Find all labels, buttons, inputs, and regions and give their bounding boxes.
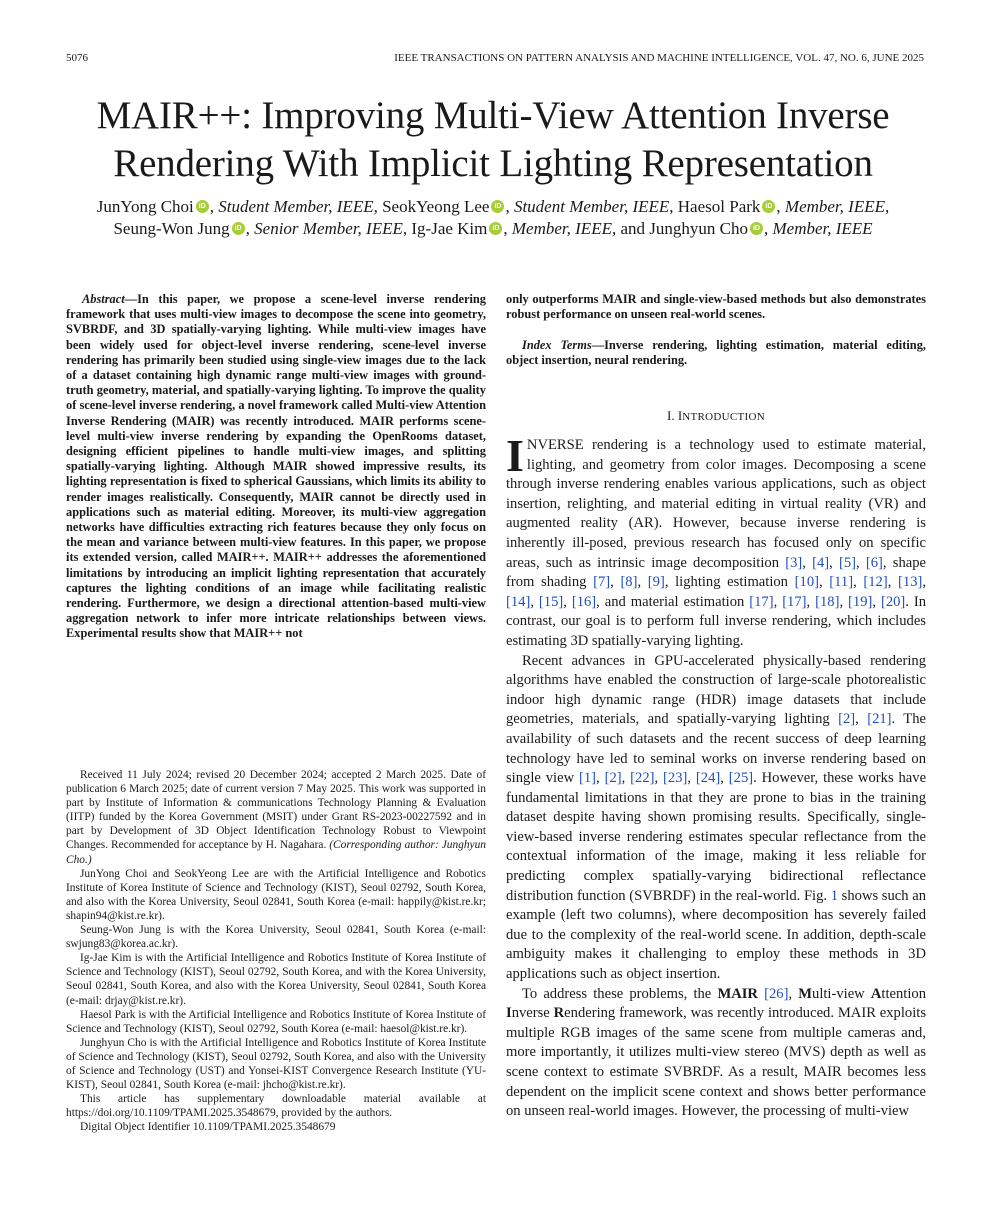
author-role: Senior Member, IEEE (254, 219, 403, 238)
footnote-affiliation: Haesol Park is with the Artificial Intelligence and Robotics Institute of Korea Institute of Science and Technology (KIST), Seoul 02792, South Korea (e-mail: haesol@kist.re.kr). (66, 1008, 486, 1035)
citation-link[interactable]: [1] (579, 770, 597, 787)
citation-link[interactable]: [14] (506, 593, 531, 610)
author-name: Haesol Park (677, 197, 761, 216)
footnote-affiliation: Seung-Won Jung is with the Korea University, Seoul 02841, South Korea (e-mail: swjung83@korea.ac.kr). (66, 924, 486, 951)
section-numeral: I. (667, 408, 675, 423)
section-title-first: I (677, 408, 683, 423)
author-name: SeokYeong Lee (382, 197, 490, 216)
citation-link[interactable]: [24] (695, 770, 721, 787)
citation-link[interactable]: [17] (749, 593, 774, 610)
citation-link[interactable]: [16] (571, 593, 597, 610)
citation-link[interactable]: [10] (794, 574, 819, 591)
citation-link[interactable]: [13] (898, 574, 923, 591)
citation-link[interactable]: [11] (829, 574, 854, 591)
citation-link[interactable]: [17] (782, 593, 807, 610)
figure-link[interactable]: 1 (830, 887, 839, 904)
author-role: Member, IEEE (784, 197, 885, 216)
orcid-icon[interactable]: iD (491, 200, 504, 213)
orcid-icon[interactable]: iD (750, 222, 763, 235)
author-role: Student Member, IEEE (513, 197, 670, 216)
intro-paragraph-3: To address these problems, the MAIR [26], Multi-view Attention Inverse Rendering framework, was recently introduced. MAIR exploits multiple RGB images of the same scene from multiple cameras and, more importantly, it utilizes multi-view stereo (MVS) depth as well as scene context to estimate SVBRDF. As a result, MAIR becomes less dependent on the implicit scene context and shows better performance on unseen real-world images. However, the processing of multi-view (506, 985, 926, 1120)
page-number: 5076 (66, 52, 88, 64)
title-line-1: MAIR++: Improving Multi-View Attention Inverse (96, 94, 890, 137)
citation-link[interactable]: [15] (538, 593, 564, 610)
citation-link[interactable]: [12] (863, 574, 888, 591)
intro-paragraph-1: INVERSE rendering is a technology used to estimate material, lighting, and geometry from color images. Decomposing a scene through inverse rendering enables various applications, such as object insertion, relighting, and material editing in virtual reality (VR) and augmented reality (AR). However, because inverse rendering is inherently ill-posed, previous research has focused only on specific areas, such as intrinsic image decomposition [3], [4], [5], [6], shape from shading [7], [8], [9], lighting estimation [10], [11], [12], [13], [14], [15], [16], and material estimation [17], [17], [18], [19], [20]. In contrast, our goal is to perform full inverse rendering, which includes estimating 3D spatially-varying lighting. (506, 430, 927, 649)
abstract (66, 292, 486, 642)
citation-link[interactable]: [6] (865, 554, 883, 571)
orcid-icon[interactable]: iD (489, 222, 502, 235)
citation-link[interactable]: [5] (838, 554, 857, 571)
orcid-icon[interactable]: iD (196, 200, 209, 213)
citation-link[interactable]: [19] (848, 593, 873, 610)
drop-cap: I (506, 430, 524, 481)
index-terms-text: —Inverse rendering, lighting estimation, material editing, object insertion, neural rendering. (506, 338, 926, 368)
journal-name: IEEE TRANSACTIONS ON PATTERN ANALYSIS AND MACHINE INTELLIGENCE, VOL. 47, NO. 6, JUNE 2025 (394, 52, 924, 64)
citation-link[interactable]: [26] (764, 985, 789, 1002)
footnote-received: Received 11 July 2024; revised 20 December 2024; accepted 2 March 2025. Date of publication 6 March 2025; date of current version 7 May 2025. This work was supported in part by Institute of Information & communications Technology Planning & Evaluation (IITP) funded by the Korea Government (MSIT) under Grant RS-2023-00227592 and in part by Development of 3D Object Identification Technology Robust to Viewpoint Changes. Recommended for acceptance by H. Nagahara. (Corresponding author: Junghyun Cho.) (66, 769, 486, 866)
author-name: Junghyun Cho (649, 219, 748, 238)
abstract-label: Abstract (82, 292, 125, 306)
abstract-continued: only outperforms MAIR and single-view-based methods but also demonstrates robust performance on unseen real-world scenes. (506, 292, 926, 322)
section-title-rest: NTRODUCTION (682, 411, 765, 423)
section-heading (506, 408, 926, 424)
citation-link[interactable]: [25] (728, 770, 754, 787)
author-line-1: JunYong Choi iD , Student Member, IEEE, SeokYeong Lee iD , Student Member, IEEE, Haesol Park iD , Member, IEEE, (96, 197, 890, 216)
index-terms-label: Index Terms (522, 338, 592, 352)
abstract-text: —In this paper, we propose a scene-level inverse rendering framework that uses multi-view images to decompose the scene into geometry, SVBRDF, and 3D spatially-varying lighting. While multi-view images have been widely used for object-level inverse rendering, scene-level inverse rendering has primarily been studied using single-view images due to the lack of a dataset containing high dynamic range multi-view images with ground-truth geometry, material, and spatially-varying lighting. To improve the quality of scene-level inverse rendering, a novel framework called Multi-view Attention Inverse Rendering (MAIR) was recently introduced. MAIR performs scene-level multi-view inverse rendering by expanding the OpenRooms dataset, designing efficient pipelines to handle multi-view images, and splitting spatially-varying lighting. Although MAIR showed impressive results, its lighting representation is fixed to spherical Gaussians, which limits its ability to render images realistically. Consequently, MAIR cannot be directly used in applications such as material editing. Moreover, its multi-view aggregation networks have difficulties extracting rich features because they only focus on the mean and variance between multi-view features. In this paper, we propose its extended version, called MAIR++. MAIR++ addresses the aforementioned limitations by introducing an implicit lighting representation that accurately captures the lighting conditions of an image while facilitating realistic rendering. Furthermore, we design a directional attention-based multi-view aggregation network to infer more intricate relationships between views. Experimental results show that MAIR++ not (66, 292, 486, 641)
introduction-body (506, 430, 927, 1122)
paper-title (40, 92, 946, 188)
author-line-2: Seung-Won Jung iD , Senior Member, IEEE, Ig-Jae Kim iD , Member, IEEE, and Junghyun Cho iD , Member, IEEE (113, 219, 873, 238)
intro-paragraph-2: Recent advances in GPU-accelerated physically-based rendering algorithms have enabled the construction of large-scale photorealistic indoor high dynamic range (HDR) image datasets that include geometries, materials, and spatially-varying lighting [2], [21]. The availability of such datasets and the recent success of deep learning technology have led to seminal works on inverse rendering based on single view [1], [2], [22], [23], [24], [25]. However, these works have fundamental limitations in that they are prone to bias in the training dataset despite having shown promising results. Specifically, single-view-based inverse rendering estimates specular reflectance from the contextual information of the image, making it less reliable for predicting complex spatially-varying bidirectional reflectance distribution function (SVBRDF) in the real-world. Fig. 1 shows such an example (left two columns), where decomposition has severely failed due to the complexity of the real-world scene. In addition, depth-scale ambiguity makes it challenging to employ these methods in 3D applications such as object insertion. (506, 652, 927, 983)
citation-link[interactable]: [4] (812, 554, 830, 571)
author-list (40, 196, 946, 240)
footnote-supplementary: This article has supplementary downloadable material available at https://doi.org/10.1109/TPAMI.2025.3548679, provided by the authors. (66, 1093, 486, 1120)
citation-link[interactable]: [18] (815, 593, 840, 610)
citation-link[interactable]: [21] (867, 711, 892, 728)
footnotes (66, 768, 486, 1134)
footnote-affiliation: Ig-Jae Kim is with the Artificial Intelligence and Robotics Institute of Korea Institute of Science and Technology (KIST), Seoul 02792, South Korea, and with the Korea University, Seoul 02841, South Korea, and also with the Korea University, Seoul 02841, South Korea (e-mail: drjay@kist.re.kr). (66, 952, 486, 1007)
citation-link[interactable]: [22] (630, 770, 655, 787)
footnote-affiliation: Junghyun Cho is with the Artificial Intelligence and Robotics Institute of Korea Institute of Science and Technology (KIST), Seoul 02792, South Korea, and also with the University of Science and Technology (UST) and Yonsei-KIST Convergence Research Institute (YU-KIST), Seoul 02841, South Korea (e-mail: jhcho@kist.re.kr). (66, 1036, 486, 1092)
citation-link[interactable]: [8] (620, 574, 638, 591)
author-role: Member, IEEE (511, 219, 612, 238)
citation-link[interactable]: [2] (604, 770, 622, 787)
citation-link[interactable]: [20] (880, 593, 906, 610)
author-name: JunYong Choi (96, 197, 194, 216)
running-header (66, 52, 924, 68)
citation-link[interactable]: [9] (647, 574, 665, 591)
orcid-icon[interactable]: iD (232, 222, 245, 235)
author-name: Seung-Won Jung (113, 219, 230, 238)
title-line-2: Rendering With Implicit Lighting Representation (113, 142, 873, 185)
citation-link[interactable]: [2] (838, 711, 856, 728)
citation-link[interactable]: [7] (593, 574, 611, 591)
mair-term: MAIR (717, 985, 758, 1002)
author-conjunction: and (620, 219, 646, 238)
citation-link[interactable]: [23] (663, 770, 688, 787)
author-name: Ig-Jae Kim (411, 219, 488, 238)
index-terms (506, 338, 926, 368)
footnote-doi: Digital Object Identifier 10.1109/TPAMI.2025.3548679 (80, 1121, 336, 1134)
author-role: Member, IEEE (772, 219, 873, 238)
orcid-icon[interactable]: iD (762, 200, 775, 213)
author-role: Student Member, IEEE (218, 197, 374, 216)
citation-link[interactable]: [3] (785, 554, 803, 571)
footnote-affiliation: JunYong Choi and SeokYeong Lee are with the Artificial Intelligence and Robotics Institute of Korea Institute of Science and Technology (KIST), Seoul 02792, South Korea, and also with the Korea University, Seoul 02841, South Korea (e-mail: happily@kist.re.kr; shapin94@kist.re.kr). (66, 867, 486, 922)
